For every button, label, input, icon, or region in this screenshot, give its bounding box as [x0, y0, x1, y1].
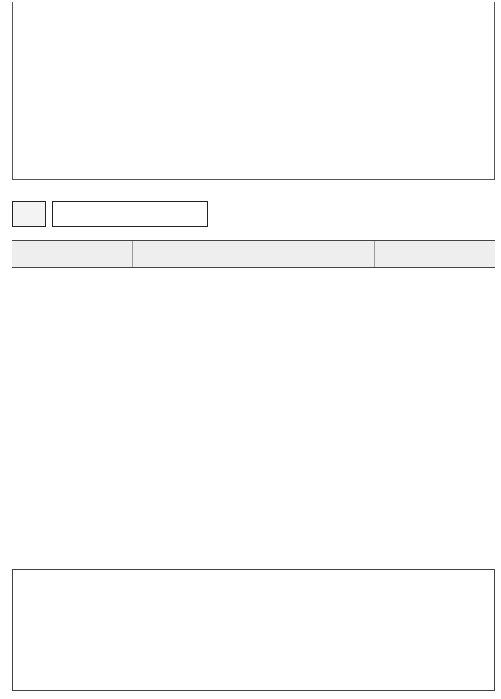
column-header-note — [374, 241, 495, 268]
table-header-row — [12, 241, 495, 268]
disqualification-list — [12, 2, 495, 180]
section-number — [12, 201, 46, 227]
column-header-stage — [12, 241, 133, 268]
reserve-candidate-box — [12, 569, 495, 691]
section-title — [52, 201, 208, 227]
column-header-schedule — [133, 241, 375, 268]
section-header — [12, 201, 208, 227]
schedule-table — [12, 240, 495, 268]
